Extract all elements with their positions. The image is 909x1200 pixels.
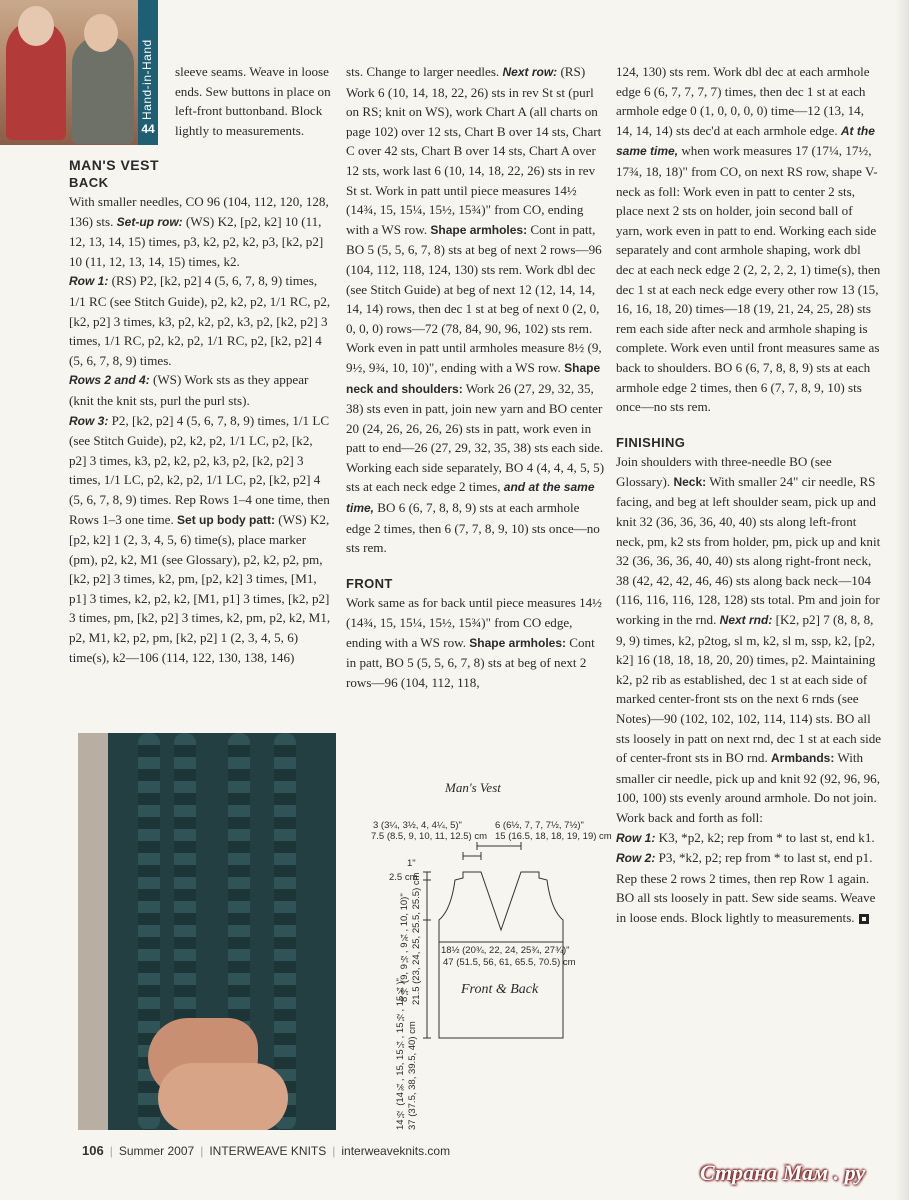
dim-neck-width-cm: 7.5 (8.5, 9, 10, 11, 12.5) cm: [371, 831, 487, 842]
dim-width-cm: 47 (51.5, 56, 61, 65.5, 70.5) cm: [443, 957, 576, 968]
website: interweaveknits.com: [341, 1144, 451, 1158]
dim-shoulder-width-in: 6 (6½, 7, 7, 7½, 7½)": [495, 820, 584, 831]
dim-shoulder-width-cm: 15 (16.5, 18, 18, 19, 19) cm: [495, 831, 612, 842]
paragraph-armband-row-2: Row 2: P3, *k2, p2; rep from * to last st, end p1.: [616, 850, 873, 866]
section-heading-front: FRONT: [346, 575, 393, 591]
page-number: 106: [82, 1143, 104, 1158]
paragraph-rows-2-4: Rows 2 and 4: (WS) Work sts as they appear (knit the knit sts, purl the purl sts).: [69, 372, 309, 408]
section-tab: [138, 0, 158, 145]
lead-paragraph: sleeve seams. Weave in loose ends. Sew buttons in place on left-front buttonband. Block lightly to measurements.: [175, 64, 331, 138]
dim-armhole-cm: 21.5 (23, 24, 25, 25.5, 25.5) cm: [411, 872, 422, 1005]
pattern-title-main: MAN'S VEST: [69, 157, 160, 173]
pattern-title: [69, 156, 159, 192]
dim-shoulder-drop-in: 1": [407, 858, 416, 869]
paragraph-armband-row-1: Row 1: K3, *p2, k2; rep from * to last st, end k1.: [616, 829, 875, 845]
dim-neck-width-in: 3 (3¼, 3½, 4, 4¼, 5)": [373, 820, 462, 831]
schematic-title: Man's Vest: [445, 780, 501, 795]
couple-photo: [0, 0, 138, 145]
dim-armhole-in: 8½ (9, 9½, 9¾, 10, 10)": [399, 893, 410, 1002]
site-watermark: Страна Мам . ру: [700, 1160, 866, 1185]
page-footer: 106 | Summer 2007 | INTERWEAVE KNITS | interweaveknits.com: [82, 1143, 451, 1158]
dim-length-cm: 37 (37.5, 38, 39.5, 40) cm: [407, 1021, 418, 1130]
paragraph-cast-on: With smaller needles, CO 96 (104, 112, 120, 128, 136) sts. Set-up row: (WS) K2, [p2, k2] 10 (11, 12, 13, 14, 15) times, p3, k2, p2, k2, p3, [k2, p2] 10 (11, 12, 13, 14, 15) times, k2.: [69, 194, 329, 269]
magazine-name: INTERWEAVE KNITS: [209, 1144, 327, 1158]
paragraph-row-3: Row 3: P2, [k2, p2] 4 (5, 6, 7, 8, 9) times, 1/1 LC (see Stitch Guide), p2, k2, p2, 1/1 LC, p2, [k2, p2] 3 times, k3, p2, k2, p2, k3, p2, [k2, p2] 3 times, 1/1 LC, p2, k2, p2, 1/1 LC, p2, [k2, p2] 4 (5, 6, 7, 8, 9) times. Rep Rows 1–4 one time, then Rows 1–3 one time. Set up body patt: (WS) K2, [p2, k2] 1 (2, 3, 4, 5, 6) time(s), place marker (pm), p2, k2, M1 (see Glossary), p2, k2, p2, pm, [k2, p2] 3 times, k2, pm, [p2, k2] 3 times, [M1, p1] 3 times, k2, p2, k2, [M1, p1] 3 times, [k2, p2] 3 times, pm, [k2, p2] 3 times, k2, pm, p2, k2, M1, p2, M1, k2, p2, pm, [k2, p2] 1 (2, 3, 4, 5, 6) time(s), k2—106 (114, 122, 130, 138, 146): [69, 412, 331, 665]
paragraph-front-cont: 124, 130) sts rem. Work dbl dec at each armhole edge 6 (6, 7, 7, 7, 7) times, then dec 1 st at each armhole edge 0 (1, 0, 0, 0, 0) time—12 (13, 14, 14, 14, 14) sts dec'd at each armhole edge. At the same time, when work measures 17 (17¼, 17½, 17¾, 18, 18)" from CO, on next RS row, shape V-neck as foll: Work even in patt to center 2 sts, place next 2 sts on holder, join second ball of yarn, work even in patt to end. Working each side separately and cont armhole shaping, work dbl dec at each neck edge 2 (2, 2, 2, 2, 1) time(s), then dec 1 st at each neck edge every other row 13 (15, 16, 16, 18, 20) times—18 (19, 21, 24, 25, 28) sts rem each side after neck and armhole shaping is complete. Work even until front measures same as back to shoulders. BO 6 (6, 7, 8, 8, 9) sts at each armhole edge 2 times, then 6 (7, 7, 8, 9, 10) sts once—no sts rem.: [616, 64, 881, 415]
vest-photo: [78, 733, 336, 1130]
section-tab-number: 44: [141, 122, 155, 136]
dim-shoulder-drop-cm: 2.5 cm: [389, 872, 418, 883]
column-2: [346, 62, 606, 692]
end-square-icon: [859, 914, 869, 924]
paragraph-front: Work same as for back until piece measures 14½ (14¾, 15, 15¼, 15½, 15¾)" from CO edge, ending with a WS row. Shape armholes: Cont in patt, BO 5 (5, 5, 6, 7, 8) sts at beg of next 2 rows—96 (104, 112, 118,: [346, 595, 603, 690]
section-heading-finishing: FINISHING: [616, 434, 686, 450]
dim-width-in: 18½ (20¾, 22, 24, 25¾, 27¾)": [441, 945, 570, 956]
vest-schematic: [355, 780, 615, 1140]
paragraph-row-1: Row 1: (RS) P2, [k2, p2] 4 (5, 6, 7, 8, 9) times, 1/1 RC (see Stitch Guide), p2, k2, p2, 1/1 RC, p2, [k2, p2] 3 times, k3, p2, k2, p2, k3, p2, [k2, p2] 3 times, 1/1 RC, p2, k2, p2, 1/1 RC, p2, [k2, p2] 4 (5, 6, 7, 8, 9) times.: [69, 273, 331, 368]
paragraph-end: Rep these 2 rows 2 times, then rep Row 1 again. BO all sts loosely in patt. Sew side seams. Weave in loose ends. Block lightly to measurements.: [616, 870, 876, 925]
column-3: [616, 62, 882, 928]
section-tab-label: Hand-in-Hand: [140, 39, 154, 120]
issue: Summer 2007: [118, 1144, 195, 1158]
schematic-center-label: Front & Back: [461, 982, 539, 997]
section-heading-back: BACK: [69, 175, 109, 190]
dim-length-in: 14½ (14¾, 15, 15¼, 15½, 15¾)": [395, 978, 406, 1130]
paragraph-finishing: Join shoulders with three-needle BO (see Glossary). Neck: With smaller 24" cir needle, RS facing, and beg at left shoulder seam, pick up and knit 32 (36, 36, 36, 40, 40) sts along left-front neck, pm, k2 sts from holder, pm, pick up and knit 32 (36, 36, 36, 40, 40) sts along right-front neck, 38 (42, 42, 42, 46, 46) sts along back neck—104 (116, 116, 116, 128, 128) sts total. Pm and join for working in the rnd. Next rnd: [K2, p2] 7 (8, 8, 8, 9, 9) times, k2, p2tog, sl m, k2, sl m, ssp, k2, [p2, k2] 16 (18, 18, 18, 20, 20) times, p2. Maintaining k2, p2 rib as established, dec 1 st at each side of marked center-front sts on the next 6 rnds (see Notes)—90 (102, 102, 102, 114, 114) sts. BO all sts loosely in patt on next rnd, dec 1 st at each side of center-front sts in BO rnd. Armbands: With smaller cir needle, pick up and knit 92 (92, 96, 96, 100, 100) sts evenly around armhole. Do not join. Work back and forth as foll:: [616, 454, 882, 825]
column-1: [69, 192, 331, 667]
page-binding-shadow: [895, 0, 909, 1200]
paragraph-next-row: sts. Change to larger needles. Next row: (RS) Work 6 (10, 14, 18, 22, 26) sts in rev St st (purl on RS; knit on WS), work Chart A (all charts on page 102) over 12 sts, Chart B over 14 sts, Chart C over 42 sts, Chart B over 14 sts, Chart A over 12 sts, work last 6 (10, 14, 18, 22, 26) sts in rev St st. Work in patt until piece measures 14½ (14¾, 15, 15¼, 15½, 15¾)" from CO, ending with a WS row. Shape armholes: Cont in patt, BO 5 (5, 5, 6, 7, 8) sts at beg of next 2 rows—96 (104, 112, 118, 124, 130) sts rem. Work dbl dec (see Stitch Guide) at beg of next 12 (12, 14, 14, 14, 14) rows, then dec 1 st at beg of next 0 (2, 0, 0, 0, 0) rows—72 (78, 84, 90, 96, 102) sts rem. Work even in patt until armholes measure 8½ (9, 9½, 9¾, 10, 10)", ending with a WS row. Shape neck and shoulders: Work 26 (27, 29, 32, 35, 38) sts even in patt, join new yarn and BO center 20 (24, 26, 26, 26, 26) sts in patt, work even in patt to end—26 (27, 29, 32, 35, 38) sts each side. Working each side separately, BO 4 (4, 4, 4, 5, 5) sts at each neck edge 2 times, and at the same time, BO 6 (6, 7, 8, 8, 9) sts at each armhole edge 2 times, then 6 (7, 7, 8, 9, 10) sts once—no sts rem.: [346, 64, 605, 556]
